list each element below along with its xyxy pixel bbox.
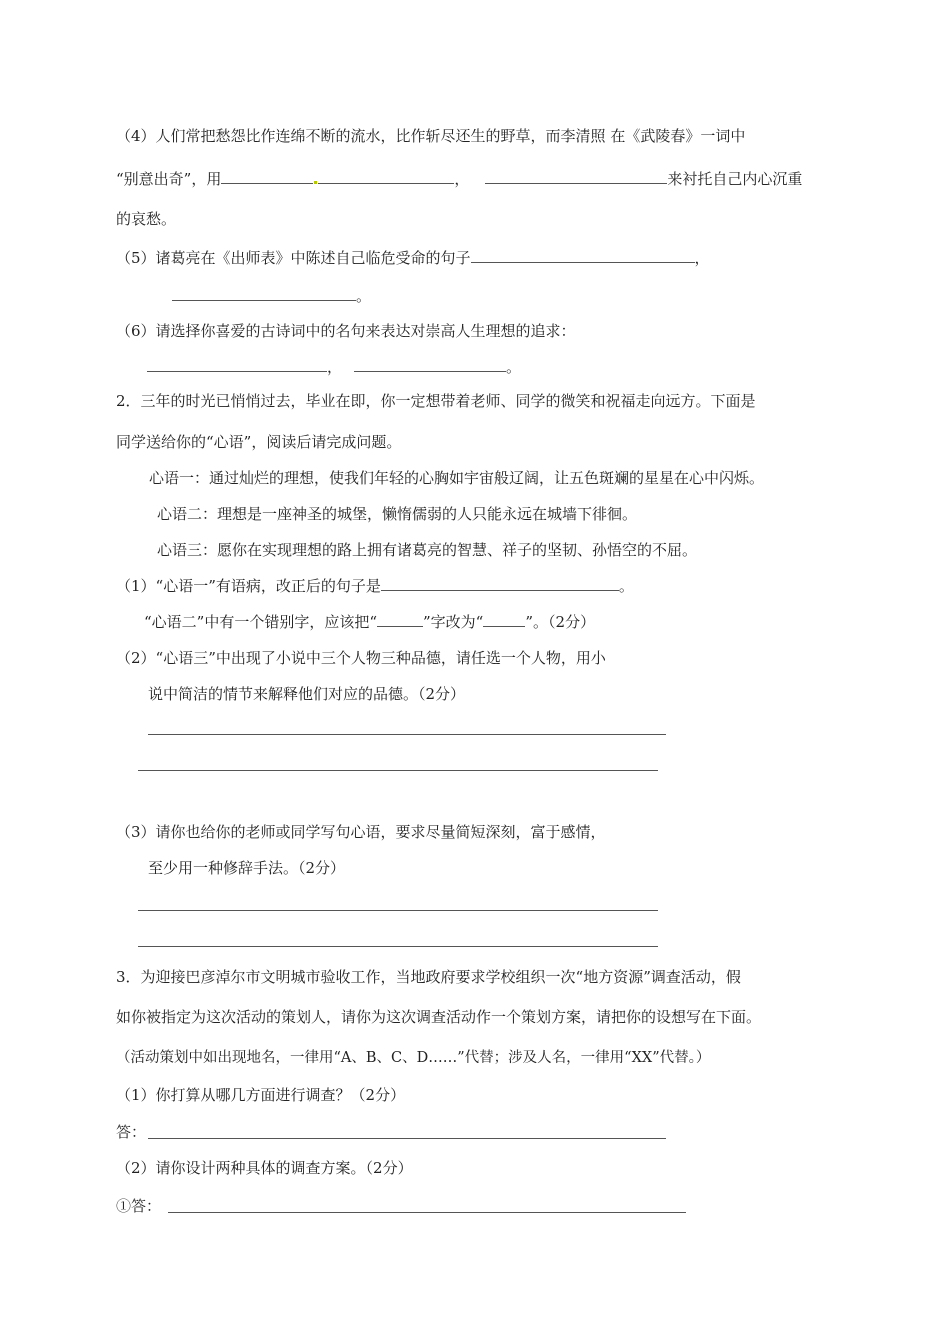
q1-item4-prefix: “别意出奇”，用 <box>116 170 222 188</box>
answer-blank[interactable] <box>318 168 454 184</box>
answer-line[interactable] <box>138 946 658 947</box>
q3-answer-1 <box>116 1122 146 1142</box>
answer-line[interactable] <box>138 910 658 911</box>
separator: ， <box>454 170 470 188</box>
q2-sub1-text-a: “心语二”中有一个错别字，应该把“ <box>144 613 378 631</box>
q2-xinyu-3: 心语三：愿你在实现理想的路上拥有诸葛亮的智慧、祥子的坚韧、孙悟空的不屈。 <box>157 541 698 559</box>
q3-note: （活动策划中如出现地名，一律用“A、B、C、D……”代替；涉及人名，一律用“XX”代替。） <box>116 1050 711 1066</box>
answer-label: ①答： <box>116 1197 162 1215</box>
answer-line[interactable] <box>168 1212 686 1213</box>
answer-line[interactable] <box>138 770 658 771</box>
q2-intro-line2: 同学送给你的“心语”，阅读后请完成问题。 <box>116 433 402 451</box>
answer-blank[interactable] <box>471 247 695 263</box>
mark-dot <box>314 181 317 184</box>
answer-blank[interactable] <box>381 575 619 591</box>
q3-sub1: （1）你打算从哪几方面进行调查？（2分） <box>116 1086 406 1104</box>
q2-sub1-text-b: ”字改为“ <box>423 613 484 631</box>
q2-sub3-line1: （3）请你也给你的老师或同学写句心语，要求尽量简短深刻，富于感情， <box>116 823 606 841</box>
q2-xinyu-2: 心语二：理想是一座神圣的城堡，懒惰儒弱的人只能永远在城墙下徘徊。 <box>157 505 638 523</box>
q3-sub2: （2）请你设计两种具体的调查方案。（2分） <box>116 1159 413 1177</box>
q1-item6-line2 <box>147 356 521 377</box>
q3-answer-2 <box>116 1196 161 1216</box>
period: 。 <box>618 577 634 595</box>
q1-item4-line3: 的哀愁。 <box>116 210 177 228</box>
q1-item6-line1: （6）请选择你喜爱的古诗词中的名句来表达对崇高人生理想的追求： <box>116 322 576 340</box>
q3-intro-line2: 如你被指定为这次活动的策划人，请你为这次调查活动作一个策划方案，请把你的设想写在下面。 <box>116 1008 762 1026</box>
q2-sub1-line1 <box>116 575 634 596</box>
answer-line[interactable] <box>148 734 666 735</box>
answer-blank[interactable] <box>485 168 667 184</box>
separator: ， <box>694 249 710 267</box>
q1-item4-line1: （4）人们常把愁怨比作连绵不断的流水，比作斩尽还生的野草，而李清照 在《武陵春》一词中 <box>116 127 746 145</box>
q1-item5-line2 <box>172 285 371 306</box>
q3-intro-line1: 3．为迎接巴彦淖尔市文明城市验收工作，当地政府要求学校组织一次“地方资源”调查活动，假 <box>116 968 741 986</box>
period: 。 <box>506 358 522 376</box>
answer-blank[interactable] <box>172 285 356 301</box>
q2-sub1-text-c: ”。（2分） <box>525 613 596 631</box>
answer-blank[interactable] <box>354 356 506 372</box>
answer-blank[interactable] <box>221 168 313 184</box>
q2-sub1-line2 <box>144 611 595 632</box>
answer-line[interactable] <box>148 1138 666 1139</box>
period: 。 <box>356 287 372 305</box>
answer-blank[interactable] <box>483 611 525 627</box>
q2-sub2-line2: 说中简洁的情节来解释他们对应的品德。（2分） <box>148 685 466 703</box>
q1-item4-suffix: 来衬托自己内心沉重 <box>667 170 803 188</box>
q1-item4-line2 <box>116 168 802 189</box>
q2-sub1-text: （1）“心语一”有语病，改正后的句子是 <box>116 577 381 595</box>
answer-blank[interactable] <box>147 356 327 372</box>
q2-sub2-line1: （2）“心语三”中出现了小说中三个人物三种品德，请任选一个人物，用小 <box>116 649 606 667</box>
q1-item5-text: （5）诸葛亮在《出师表》中陈述自己临危受命的句子 <box>116 249 471 267</box>
answer-blank[interactable] <box>377 611 423 627</box>
q1-item5-line1 <box>116 247 710 268</box>
q2-intro-line1: 2．三年的时光已悄悄过去，毕业在即，你一定想带着老师、同学的微笑和祝福走向远方。下面是 <box>116 392 756 410</box>
answer-label: 答： <box>116 1123 147 1141</box>
q2-sub3-line2: 至少用一种修辞手法。（2分） <box>148 859 346 877</box>
separator: ， <box>327 358 343 376</box>
q2-xinyu-1: 心语一：通过灿烂的理想，使我们年轻的心胸如宇宙般辽阔，让五色斑斓的星星在心中闪烁。 <box>149 469 765 487</box>
